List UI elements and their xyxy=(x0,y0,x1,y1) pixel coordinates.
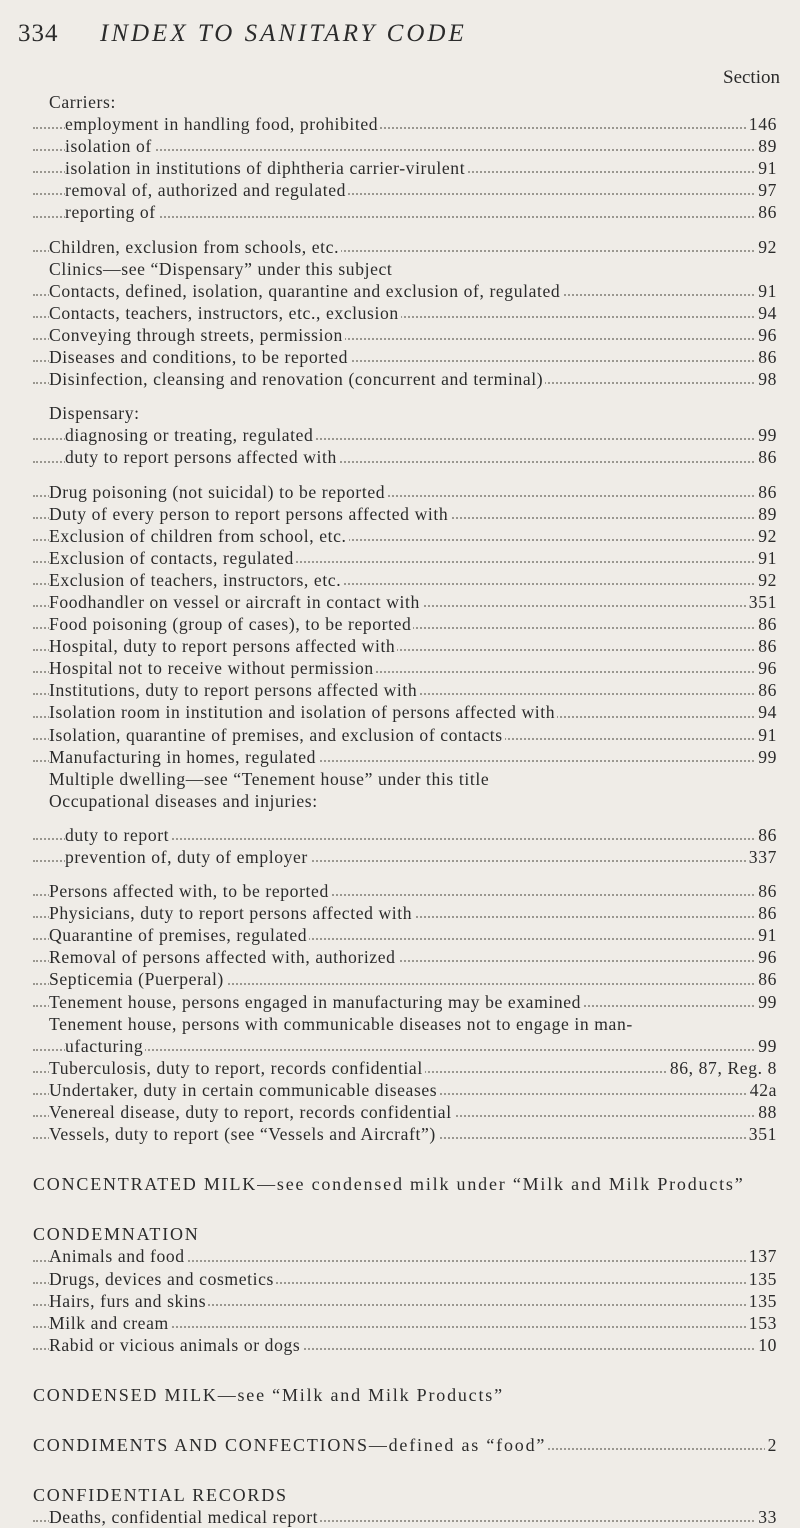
index-entry xyxy=(33,679,777,701)
index-entry xyxy=(33,1245,777,1267)
entry-text: Drug poisoning (not suicidal) to be reported xyxy=(49,481,386,502)
spacer xyxy=(33,224,777,236)
index-topic xyxy=(33,1173,777,1195)
section-reference: 96 xyxy=(755,324,777,346)
section-column-label: Section xyxy=(723,67,780,88)
index-entry xyxy=(33,591,777,613)
entry-text: Duty of every person to report persons affected with xyxy=(49,503,449,524)
section-reference: 351 xyxy=(746,591,777,613)
index-entry xyxy=(33,1101,777,1123)
section-reference: 92 xyxy=(755,236,777,258)
entry-text: Carriers: xyxy=(49,92,116,112)
entry-text: Dispensary: xyxy=(49,403,140,424)
section-reference: 91 xyxy=(755,280,777,302)
index-entry xyxy=(33,280,777,302)
spacer xyxy=(33,868,777,880)
entry-text: prevention of, duty of employer xyxy=(65,847,308,867)
section-reference: 42a xyxy=(747,1079,777,1101)
index-entry xyxy=(33,525,777,547)
entry-text: duty to report xyxy=(65,824,170,845)
index-entry xyxy=(33,880,777,902)
entry-text: CONDENSED MILK—see “Milk and Milk Products” xyxy=(33,1384,504,1405)
spacer xyxy=(33,1456,777,1484)
section-reference: 86 xyxy=(755,824,777,846)
section-reference: 94 xyxy=(755,302,777,324)
index-entry xyxy=(33,724,777,746)
section-reference: 91 xyxy=(755,724,777,746)
index-subentry xyxy=(33,846,777,868)
index-subentry xyxy=(33,824,777,846)
entry-text: CONDIMENTS AND CONFECTIONS—defined as “food” xyxy=(33,1434,547,1455)
section-reference: 337 xyxy=(746,846,777,868)
section-reference: 97 xyxy=(755,179,777,201)
index-entry xyxy=(33,1334,777,1356)
section-reference: 137 xyxy=(746,1245,777,1267)
index-topic xyxy=(33,1434,777,1456)
index-entry xyxy=(33,1057,777,1079)
index-entry xyxy=(33,1013,777,1035)
entry-text: Multiple dwelling—see “Tenement house” under this title xyxy=(49,768,490,789)
index-topic xyxy=(33,1484,777,1506)
index-subentry xyxy=(33,113,777,135)
index-subentry xyxy=(33,135,777,157)
spacer xyxy=(33,1356,777,1384)
section-reference: 99 xyxy=(755,1035,777,1057)
section-reference: 135 xyxy=(746,1268,777,1290)
index-subentry xyxy=(33,1035,777,1057)
section-reference: 33 xyxy=(755,1506,777,1528)
entry-text: Food poisoning (group of cases), to be reported xyxy=(49,614,412,635)
section-reference: 96 xyxy=(755,946,777,968)
index-entry xyxy=(33,346,777,368)
entry-text: CONFIDENTIAL RECORDS xyxy=(33,1485,288,1506)
section-reference: 89 xyxy=(755,503,777,525)
section-reference: 135 xyxy=(746,1290,777,1312)
index-entry xyxy=(33,503,777,525)
section-reference: 86 xyxy=(755,968,777,990)
spacer xyxy=(33,1195,777,1223)
index-entry xyxy=(33,968,777,990)
section-reference: 99 xyxy=(755,746,777,768)
entry-text: Undertaker, duty in certain communicable diseases xyxy=(49,1079,438,1100)
section-reference: 91 xyxy=(755,157,777,179)
section-reference: 153 xyxy=(746,1312,777,1334)
index-entry xyxy=(33,902,777,924)
section-reference: 88 xyxy=(755,1101,777,1123)
spacer xyxy=(33,1406,777,1434)
entry-text: isolation in institutions of diphtheria carrier-virulent xyxy=(65,158,466,179)
page-number: 334 xyxy=(18,20,59,47)
entry-text: Tuberculosis, duty to report, records confidential xyxy=(49,1057,423,1078)
entry-text: ufacturing xyxy=(65,1035,144,1056)
index-entry xyxy=(33,236,777,258)
index-subentry xyxy=(33,157,777,179)
entry-text: Clinics—see “Dispensary” under this subject xyxy=(49,258,393,279)
entry-text: Venereal disease, duty to report, records confidential xyxy=(49,1102,452,1123)
index-entry xyxy=(33,302,777,324)
section-reference: 10 xyxy=(755,1334,777,1356)
section-reference: 91 xyxy=(755,547,777,569)
entry-text: duty to report persons affected with xyxy=(65,447,337,468)
index-topic xyxy=(33,1384,777,1406)
section-reference: 86, 87, Reg. 8 xyxy=(667,1057,777,1079)
index-entry xyxy=(33,1123,777,1145)
section-reference: 86 xyxy=(755,346,777,368)
entry-text: Septicemia (Puerperal) xyxy=(49,969,224,990)
spacer xyxy=(33,1145,777,1173)
entry-text: Manufacturing in homes, regulated xyxy=(49,746,317,767)
index-subentry xyxy=(33,446,777,468)
section-reference: 86 xyxy=(755,679,777,701)
index-entry xyxy=(33,1290,777,1312)
entry-text: CONDEMNATION xyxy=(33,1224,200,1245)
entry-text: Disinfection, cleansing and renovation (concurrent and terminal) xyxy=(49,369,544,390)
entry-text: Tenement house, persons engaged in manufacturing may be examined xyxy=(49,991,582,1012)
index-entry xyxy=(33,1312,777,1334)
index-entry xyxy=(33,613,777,635)
index-entry xyxy=(33,657,777,679)
entry-text: Animals and food xyxy=(49,1246,185,1267)
entry-text: Tenement house, persons with communicable diseases not to engage in man- xyxy=(49,1013,633,1034)
section-reference: 99 xyxy=(755,991,777,1013)
index-entry xyxy=(33,569,777,591)
index-topic xyxy=(33,1223,777,1245)
entry-text: isolation of xyxy=(65,136,152,157)
index-entry xyxy=(33,635,777,657)
index-entry xyxy=(33,1506,777,1528)
entry-text: Hospital, duty to report persons affected with xyxy=(49,636,396,657)
entry-text: employment in handling food, prohibited xyxy=(65,114,379,135)
entry-text: Diseases and conditions, to be reported xyxy=(49,347,348,368)
spacer xyxy=(33,390,777,402)
section-reference: 146 xyxy=(746,113,777,135)
index-entry xyxy=(33,258,777,280)
index-entry xyxy=(33,547,777,569)
index-entry xyxy=(33,924,777,946)
index-entry xyxy=(33,324,777,346)
entry-text: Isolation, quarantine of premises, and exclusion of contacts xyxy=(49,724,503,745)
section-reference: 89 xyxy=(755,135,777,157)
entry-text: Deaths, confidential medical report xyxy=(49,1507,319,1528)
entry-text: reporting of xyxy=(65,202,156,223)
section-reference: 86 xyxy=(755,902,777,924)
entry-text: Vessels, duty to report (see “Vessels and Aircraft”) xyxy=(49,1124,436,1145)
index-entries xyxy=(33,91,777,1528)
entry-text: Quarantine of premises, regulated xyxy=(49,925,308,946)
section-reference: 86 xyxy=(755,635,777,657)
index-entry xyxy=(33,481,777,503)
section-reference: 86 xyxy=(755,613,777,635)
index-entry xyxy=(33,701,777,723)
index-entry xyxy=(33,1268,777,1290)
entry-text: removal of, authorized and regulated xyxy=(65,180,346,201)
spacer xyxy=(33,812,777,824)
index-entry xyxy=(33,991,777,1013)
running-title: INDEX TO SANITARY CODE xyxy=(100,20,467,47)
entry-text: Institutions, duty to report persons affected with xyxy=(49,680,418,701)
section-reference: 91 xyxy=(755,924,777,946)
index-subentry xyxy=(33,424,777,446)
index-entry xyxy=(33,768,777,790)
entry-text: Exclusion of children from school, etc. xyxy=(49,525,347,546)
index-entry xyxy=(33,946,777,968)
spacer xyxy=(33,469,777,481)
entry-text: Rabid or vicious animals or dogs xyxy=(49,1334,301,1355)
entry-text: Exclusion of contacts, regulated xyxy=(49,547,294,568)
index-subentry xyxy=(33,201,777,223)
section-reference: 2 xyxy=(765,1434,777,1456)
index-subentry xyxy=(33,179,777,201)
entry-text: diagnosing or treating, regulated xyxy=(65,425,314,446)
index-entry xyxy=(33,746,777,768)
section-reference: 99 xyxy=(755,424,777,446)
entry-text: Drugs, devices and cosmetics xyxy=(49,1268,274,1289)
section-reference: 94 xyxy=(755,701,777,723)
entry-text: Persons affected with, to be reported xyxy=(49,881,329,902)
entry-text: Hairs, furs and skins xyxy=(49,1290,207,1311)
index-entry xyxy=(33,790,777,812)
entry-text: Conveying through streets, permission xyxy=(49,324,343,345)
entry-text: Contacts, teachers, instructors, etc., exclusion xyxy=(49,302,399,323)
entry-text: Occupational diseases and injuries: xyxy=(49,790,318,811)
entry-text: Physicians, duty to report persons affected with xyxy=(49,903,413,924)
section-reference: 86 xyxy=(755,201,777,223)
index-entry xyxy=(33,368,777,390)
entry-text: Children, exclusion from schools, etc. xyxy=(49,236,340,257)
section-reference: 96 xyxy=(755,657,777,679)
entry-text: Removal of persons affected with, authorized xyxy=(49,947,396,968)
entry-text: Milk and cream xyxy=(49,1312,169,1333)
index-entry xyxy=(33,91,777,113)
index-entry xyxy=(33,1079,777,1101)
entry-text: Isolation room in institution and isolation of persons affected with xyxy=(49,702,556,723)
section-reference: 92 xyxy=(755,569,777,591)
entry-text: Foodhandler on vessel or aircraft in contact with xyxy=(49,591,420,612)
index-entry xyxy=(33,402,777,424)
entry-text: CONCENTRATED MILK—see condensed milk under “Milk and Milk Products” xyxy=(33,1174,745,1195)
entry-text: Exclusion of teachers, instructors, etc. xyxy=(49,569,342,590)
section-reference: 86 xyxy=(755,446,777,468)
section-reference: 86 xyxy=(755,481,777,503)
section-reference: 92 xyxy=(755,525,777,547)
section-reference: 86 xyxy=(755,880,777,902)
entry-text: Hospital not to receive without permission xyxy=(49,658,374,679)
entry-text: Contacts, defined, isolation, quarantine and exclusion of, regulated xyxy=(49,280,561,301)
section-reference: 98 xyxy=(755,368,777,390)
section-reference: 351 xyxy=(746,1123,777,1145)
